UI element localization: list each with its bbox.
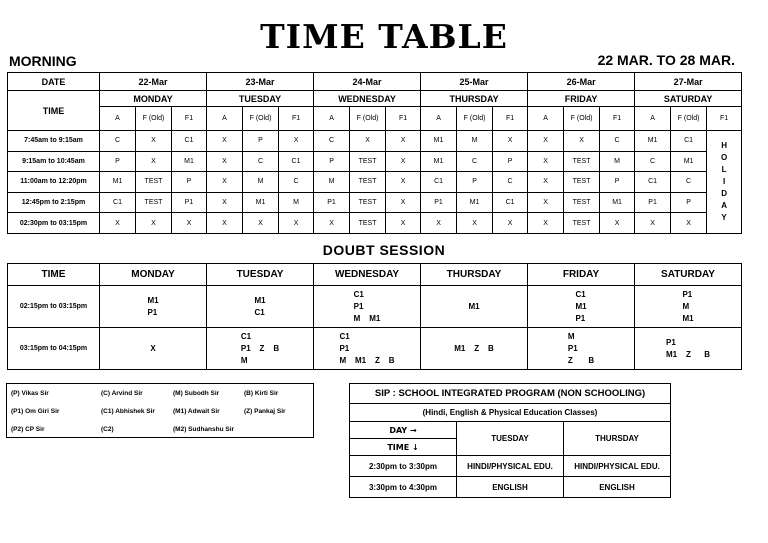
- subject-cell: X: [493, 131, 528, 152]
- subject-cell: C: [314, 131, 350, 152]
- subject-cell: X: [386, 213, 421, 234]
- doubt-time-slot: 03:15pm to 04:15pm: [8, 328, 100, 370]
- sub-header-cell: F (Old): [350, 107, 386, 131]
- subject-cell: P: [100, 151, 136, 172]
- subject-cell: X: [207, 213, 243, 234]
- time-slot: 11:00am to 12:20pm: [8, 172, 100, 193]
- subject-cell: X: [243, 213, 279, 234]
- main-timetable: [7, 72, 742, 234]
- subject-cell: P: [243, 131, 279, 152]
- doubt-cell: [528, 286, 635, 328]
- sub-header-cell: F1: [600, 107, 635, 131]
- date-cell: 26-Mar: [528, 73, 635, 91]
- subject-cell: X: [528, 192, 564, 213]
- doubt-cell-text: M1 Z B: [454, 343, 494, 353]
- doubt-cell-text: C1 M1 P1: [575, 289, 587, 323]
- doubt-day-header: WEDNESDAY: [314, 264, 421, 286]
- doubt-cell: [635, 328, 742, 370]
- subject-cell: C1: [100, 192, 136, 213]
- teacher-legend: [6, 383, 314, 438]
- subject-cell: X: [207, 192, 243, 213]
- page-title: TIME TABLE: [260, 17, 508, 56]
- sub-header-cell: A: [635, 107, 671, 131]
- doubt-cell: [314, 286, 421, 328]
- date-cell: 25-Mar: [421, 73, 528, 91]
- subject-cell: P1: [421, 192, 457, 213]
- subject-cell: X: [671, 213, 707, 234]
- subject-cell: X: [207, 151, 243, 172]
- sub-header-cell: A: [100, 107, 136, 131]
- sip-time-label: TIME ↓: [350, 439, 457, 456]
- subject-cell: TEST: [350, 192, 386, 213]
- sip-day-label: DAY →: [350, 422, 457, 439]
- subject-cell: C1: [279, 151, 314, 172]
- subject-cell: M: [457, 131, 493, 152]
- doubt-cell-text: M1: [468, 301, 480, 311]
- subject-cell: C1: [493, 192, 528, 213]
- day-cell: FRIDAY: [528, 91, 635, 107]
- table-row: [8, 151, 742, 172]
- subject-cell: X: [528, 131, 564, 152]
- day-cell: SATURDAY: [635, 91, 742, 107]
- legend-item: (B) Kirti Sir: [244, 390, 279, 397]
- subject-cell: TEST: [350, 172, 386, 193]
- doubt-cell-text: C1 P1 Z B M: [240, 331, 280, 365]
- shift-label: MORNING: [9, 53, 77, 69]
- holiday-letter: H: [721, 140, 727, 150]
- sip-table: [349, 383, 671, 498]
- doubt-cell: [314, 328, 421, 370]
- subject-cell: X: [172, 213, 207, 234]
- holiday-letter: I: [722, 176, 726, 186]
- doubt-cell: [635, 286, 742, 328]
- subject-cell: M1: [243, 192, 279, 213]
- time-slot: 02:30pm to 03:15pm: [8, 213, 100, 234]
- holiday-letter: Y: [721, 212, 727, 222]
- subject-cell: X: [457, 213, 493, 234]
- subject-cell: P: [172, 172, 207, 193]
- subject-cell: C1: [635, 172, 671, 193]
- sub-header-cell: F (Old): [564, 107, 600, 131]
- time-slot: 9:15am to 10:45am: [8, 151, 100, 172]
- subject-cell: C: [457, 151, 493, 172]
- subject-cell: P: [600, 172, 635, 193]
- legend-item: (M2) Sudhanshu Sir: [173, 426, 235, 433]
- subject-cell: TEST: [564, 151, 600, 172]
- subject-cell: X: [100, 213, 136, 234]
- subject-cell: C: [635, 151, 671, 172]
- table-row: [8, 192, 742, 213]
- subject-cell: TEST: [564, 192, 600, 213]
- subject-cell: C: [493, 172, 528, 193]
- table-row: [8, 172, 742, 193]
- sub-header-cell: A: [314, 107, 350, 131]
- subject-cell: X: [386, 172, 421, 193]
- doubt-cell: [528, 328, 635, 370]
- subject-cell: X: [279, 131, 314, 152]
- sip-cell: HINDI/PHYSICAL EDU.: [457, 456, 564, 477]
- time-slot: 12:45pm to 2:15pm: [8, 192, 100, 213]
- legend-item: (P) Vikas Sir: [11, 390, 49, 397]
- legend-item: (P2) CP Sir: [11, 426, 45, 433]
- sub-header-cell: A: [528, 107, 564, 131]
- doubt-cell: [421, 328, 528, 370]
- legend-item: (C2): [101, 426, 114, 433]
- sip-time: 2:30pm to 3:30pm: [350, 456, 457, 477]
- doubt-cell: [421, 286, 528, 328]
- subject-cell: M1: [100, 172, 136, 193]
- subject-cell: TEST: [350, 151, 386, 172]
- legend-item: (C1) Abhishek Sir: [101, 408, 155, 415]
- subject-cell: M1: [421, 151, 457, 172]
- subject-cell: M1: [421, 131, 457, 152]
- sub-header-cell: F1: [279, 107, 314, 131]
- subject-cell: C: [100, 131, 136, 152]
- holiday-letter: O: [720, 152, 728, 162]
- subject-cell: C: [671, 172, 707, 193]
- date-header: DATE: [8, 73, 100, 91]
- sub-header-cell: F (Old): [136, 107, 172, 131]
- legend-item: (C) Arvind Sir: [101, 390, 143, 397]
- doubt-cell-text: P1 M1 Z B: [665, 337, 710, 359]
- doubt-cell-text: C1 P1 M M1: [353, 289, 381, 323]
- subject-cell: M: [279, 192, 314, 213]
- doubt-cell: [100, 286, 207, 328]
- subject-cell: X: [493, 213, 528, 234]
- subject-cell: P1: [314, 192, 350, 213]
- subject-cell: M1: [600, 192, 635, 213]
- legend-item: (M) Subodh Sir: [173, 390, 220, 397]
- legend-item: (P1) Om Giri Sir: [11, 408, 60, 415]
- holiday-letter: A: [721, 200, 727, 210]
- sip-subtitle: (Hindi, English & Physical Education Classes): [350, 404, 671, 422]
- subject-cell: M1: [457, 192, 493, 213]
- table-row: [8, 131, 742, 152]
- doubt-cell-text: M P1 Z B: [567, 331, 595, 365]
- holiday-letter: D: [721, 188, 727, 198]
- subject-cell: X: [528, 172, 564, 193]
- subject-cell: X: [600, 213, 635, 234]
- legend-item: (Z) Pankaj Sir: [244, 408, 286, 415]
- table-row: [8, 286, 742, 328]
- subject-cell: C1: [421, 172, 457, 193]
- subject-cell: X: [350, 131, 386, 152]
- subject-cell: X: [564, 131, 600, 152]
- day-cell: TUESDAY: [207, 91, 314, 107]
- sip-cell: ENGLISH: [564, 477, 671, 498]
- sub-header-cell: F (Old): [457, 107, 493, 131]
- doubt-cell: [100, 328, 207, 370]
- subject-cell: X: [207, 172, 243, 193]
- time-header: TIME: [8, 91, 100, 131]
- date-range: 22 MAR. TO 28 MAR.: [597, 52, 735, 68]
- doubt-day-header: MONDAY: [100, 264, 207, 286]
- doubt-day-header: SATURDAY: [635, 264, 742, 286]
- doubt-time-header: TIME: [8, 264, 100, 286]
- doubt-cell-text: M1 C1: [254, 295, 266, 317]
- subject-cell: P1: [172, 192, 207, 213]
- doubt-session-table: [7, 263, 742, 370]
- day-cell: THURSDAY: [421, 91, 528, 107]
- subject-cell: P: [671, 192, 707, 213]
- date-cell: 22-Mar: [100, 73, 207, 91]
- subject-cell: C1: [172, 131, 207, 152]
- sub-header-cell: F1: [707, 107, 742, 131]
- subject-cell: P: [314, 151, 350, 172]
- subject-cell: X: [635, 213, 671, 234]
- doubt-session-title: DOUBT SESSION: [322, 242, 446, 258]
- sip-day-thursday: THURSDAY: [564, 422, 671, 456]
- subject-cell: X: [528, 151, 564, 172]
- doubt-cell-text: C1 P1 M M1 Z B: [339, 331, 395, 365]
- doubt-cell-text: P1 M M1: [682, 289, 694, 323]
- subject-cell: C: [600, 131, 635, 152]
- sub-header-cell: F1: [386, 107, 421, 131]
- day-cell: MONDAY: [100, 91, 207, 107]
- subject-cell: M1: [172, 151, 207, 172]
- subject-cell: TEST: [136, 172, 172, 193]
- subject-cell: P1: [635, 192, 671, 213]
- holiday-cell: [707, 131, 742, 234]
- sub-header-cell: F (Old): [243, 107, 279, 131]
- subject-cell: P: [493, 151, 528, 172]
- date-cell: 23-Mar: [207, 73, 314, 91]
- subject-cell: X: [386, 131, 421, 152]
- subject-cell: X: [421, 213, 457, 234]
- subject-cell: C1: [671, 131, 707, 152]
- subject-cell: C: [279, 172, 314, 193]
- subject-cell: C: [243, 151, 279, 172]
- day-cell: WEDNESDAY: [314, 91, 421, 107]
- doubt-day-header: FRIDAY: [528, 264, 635, 286]
- subject-cell: M: [600, 151, 635, 172]
- doubt-cell-text: X: [150, 343, 156, 353]
- doubt-day-header: TUESDAY: [207, 264, 314, 286]
- table-row: [8, 328, 742, 370]
- subject-cell: TEST: [136, 192, 172, 213]
- subject-cell: X: [386, 192, 421, 213]
- subject-cell: X: [136, 131, 172, 152]
- sub-header-cell: F1: [172, 107, 207, 131]
- subject-cell: TEST: [350, 213, 386, 234]
- sip-time: 3:30pm to 4:30pm: [350, 477, 457, 498]
- subject-cell: M1: [635, 131, 671, 152]
- doubt-day-header: THURSDAY: [421, 264, 528, 286]
- subject-cell: X: [314, 213, 350, 234]
- date-cell: 24-Mar: [314, 73, 421, 91]
- sub-header-cell: A: [421, 107, 457, 131]
- doubt-cell: [207, 328, 314, 370]
- subject-cell: M: [314, 172, 350, 193]
- date-cell: 27-Mar: [635, 73, 742, 91]
- subject-cell: X: [207, 131, 243, 152]
- time-slot: 7:45am to 9:15am: [8, 131, 100, 152]
- subject-cell: X: [279, 213, 314, 234]
- subject-cell: P: [457, 172, 493, 193]
- doubt-cell-text: M1 P1: [147, 295, 159, 317]
- sip-cell: HINDI/PHYSICAL EDU.: [564, 456, 671, 477]
- sip-title: SIP : SCHOOL INTEGRATED PROGRAM (NON SCHOOLING): [350, 384, 671, 404]
- subject-cell: X: [528, 213, 564, 234]
- subject-cell: X: [136, 213, 172, 234]
- doubt-time-slot: 02:15pm to 03:15pm: [8, 286, 100, 328]
- sub-header-cell: F1: [493, 107, 528, 131]
- subject-cell: TEST: [564, 172, 600, 193]
- sip-cell: ENGLISH: [457, 477, 564, 498]
- sub-header-cell: A: [207, 107, 243, 131]
- subject-cell: M1: [671, 151, 707, 172]
- subject-cell: TEST: [564, 213, 600, 234]
- subject-cell: X: [386, 151, 421, 172]
- holiday-letter: L: [721, 164, 727, 174]
- sip-day-tuesday: TUESDAY: [457, 422, 564, 456]
- sub-header-cell: F (Old): [671, 107, 707, 131]
- table-row: [8, 213, 742, 234]
- subject-cell: X: [136, 151, 172, 172]
- legend-item: (M1) Adwait Sir: [173, 408, 220, 415]
- subject-cell: M: [243, 172, 279, 193]
- doubt-cell: [207, 286, 314, 328]
